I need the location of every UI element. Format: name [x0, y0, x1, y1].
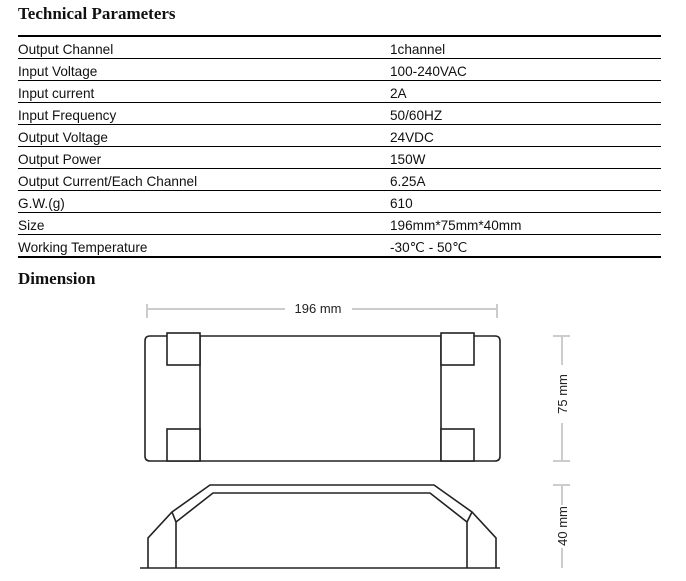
parameter-value: 196mm*75mm*40mm [390, 213, 661, 235]
technical-parameters-title: Technical Parameters [18, 4, 176, 23]
parameter-label: G.W.(g) [18, 191, 390, 213]
parameter-value: -30℃ - 50℃ [390, 235, 661, 258]
parameter-row [18, 191, 661, 213]
technical-parameters-table [18, 35, 661, 258]
dimension-title: Dimension [18, 269, 96, 288]
width-label: 196 mm [294, 301, 342, 316]
depth-label: 75 mm [555, 374, 570, 414]
parameter-label: Input Voltage [18, 59, 390, 81]
parameter-label: Working Temperature [18, 235, 390, 258]
parameter-label: Input Frequency [18, 103, 390, 125]
parameter-label: Input current [18, 81, 390, 103]
parameter-row [18, 147, 661, 169]
top-view [145, 333, 500, 461]
parameter-value: 50/60HZ [390, 103, 661, 125]
parameter-row [18, 81, 661, 103]
parameter-value: 2A [390, 81, 661, 103]
parameter-row [18, 36, 661, 59]
parameter-row [18, 169, 661, 191]
parameter-row [18, 235, 661, 258]
parameter-value: 150W [390, 147, 661, 169]
parameter-row [18, 59, 661, 81]
side-view [140, 485, 500, 568]
parameter-label: Output Channel [18, 36, 390, 59]
parameter-label: Output Power [18, 147, 390, 169]
parameter-row [18, 125, 661, 147]
parameter-value: 610 [390, 191, 661, 213]
parameter-label: Output Current/Each Channel [18, 169, 390, 191]
parameter-value: 100-240VAC [390, 59, 661, 81]
parameter-label: Output Voltage [18, 125, 390, 147]
parameters-table-body [18, 36, 661, 257]
parameter-value: 24VDC [390, 125, 661, 147]
height-label: 40 mm [555, 506, 570, 546]
parameter-row [18, 213, 661, 235]
parameter-row [18, 103, 661, 125]
parameter-value: 1channel [390, 36, 661, 59]
parameter-label: Size [18, 213, 390, 235]
parameter-value: 6.25A [390, 169, 661, 191]
dimension-drawing [0, 290, 686, 581]
